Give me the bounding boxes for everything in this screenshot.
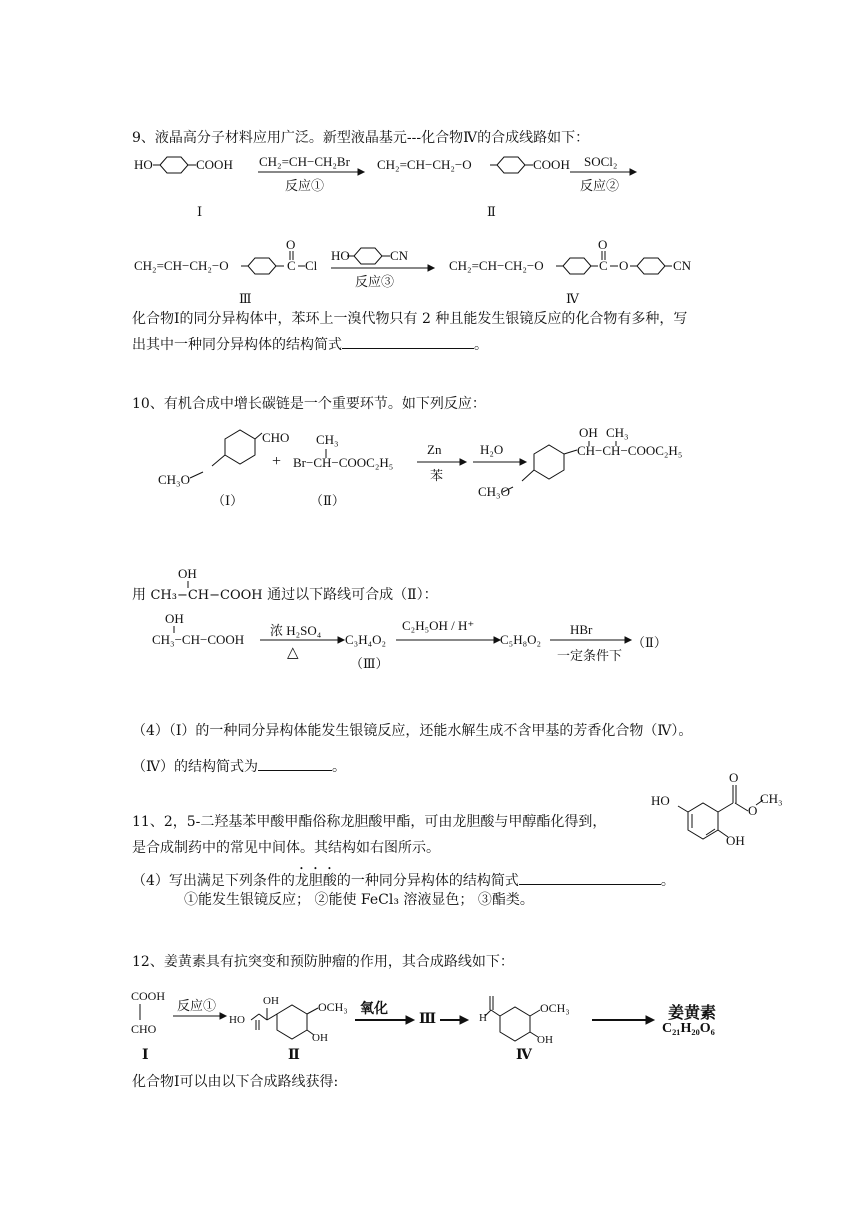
q11-line1: 11、2，5-二羟基苯甲酸甲酯俗称龙胆酸甲酯，可由龙胆酸与甲醇酯化得到， — [132, 814, 607, 830]
q9-reagent3-cn: CN — [390, 248, 409, 263]
q9-label-II: Ⅱ — [487, 204, 496, 219]
q12-II-ho: HO — [229, 1014, 245, 1026]
q10-benzene: 苯 — [430, 468, 444, 483]
q11-conditions: ①能发生银镜反应； ②能使 FeCl₃ 溶液显色； ③酯类。 — [184, 892, 534, 908]
q9-answer-blank[interactable] — [342, 334, 474, 349]
q9-III-cl: Cl — [305, 258, 318, 273]
q10-reagent-hbr: HBr — [570, 622, 593, 637]
q10-reagent-etoh: C₂H₅OH / H⁺ — [402, 618, 475, 633]
q9-label-IV: Ⅳ — [566, 291, 579, 306]
q9-cond1: 反应① — [285, 178, 325, 193]
q9-label-I: Ⅰ — [197, 204, 203, 219]
q12-label-IV: Ⅳ — [516, 1048, 532, 1063]
q9-question-end: 。 — [474, 337, 488, 353]
q11-q4-end: 。 — [660, 873, 675, 889]
benzene-ring-q9-reagent3 — [354, 248, 382, 264]
q9-question-line2 — [132, 334, 488, 354]
q11-o-ester: O — [748, 803, 758, 818]
q9-prod-II-left: CH₂=CH−CH₂−O — [377, 157, 472, 172]
q9-cooh: COOH — [196, 157, 233, 172]
q12-label-III: Ⅲ — [419, 1012, 437, 1027]
q10-prod-ch3o: CH₃O — [478, 484, 510, 499]
q9-label-III: Ⅲ — [239, 291, 252, 306]
q12-I-cooh: COOH — [131, 989, 166, 1003]
q10-label-II: （Ⅱ） — [310, 493, 345, 508]
q10-h2o: H₂O — [480, 442, 504, 457]
q9-cond2: 反应② — [580, 178, 620, 193]
q10-c5h8o2: C₅H₈O₂ — [500, 632, 542, 647]
benzene-ring-q12-IV — [500, 1007, 530, 1041]
q10-heat: △ — [287, 645, 299, 661]
q12-intro: 12、姜黄素具有抗突变和预防肿瘤的作用，其合成路线如下： — [132, 954, 514, 970]
q9-cond3: 反应③ — [355, 274, 395, 289]
q10-intro: 10、有机合成中增长碳链是一个重要环节。如下列反应： — [132, 396, 486, 412]
q9-ho: HO — [134, 157, 153, 172]
q10-answer-blank[interactable] — [258, 756, 332, 771]
benzene-ring-q9-I — [160, 157, 188, 173]
q10-label-III: （Ⅲ） — [350, 656, 389, 671]
q10-target-II: （Ⅱ） — [632, 635, 667, 650]
q12-I-cho: CHO — [131, 1022, 157, 1036]
q10-use-prefix: 用 — [132, 587, 146, 603]
q10-II-chain: Br−CH−COOC₂H₅ — [293, 455, 394, 470]
q9-question-line1: 化合物Ⅰ的同分异构体中，苯环上一溴代物只有 2 种且能发生银镜反应的化合物有多种，写 — [132, 311, 688, 327]
q12-curcumin: 姜黄素 — [668, 1005, 717, 1022]
q10-q4-line2 — [132, 756, 346, 776]
q10-route-lactic: CH₃−CH−COOH — [152, 632, 245, 647]
q12-label-I: Ⅰ — [142, 1048, 149, 1063]
q11-q4 — [132, 865, 675, 890]
benzene-ring-q9-IV-a — [563, 258, 591, 274]
q9-question-text: 出其中一种同分异构体的结构简式 — [132, 337, 342, 353]
q10-zn: Zn — [427, 442, 442, 457]
q9-III-o: O — [286, 237, 296, 252]
q9-prod-II-cooh: COOH — [533, 157, 570, 172]
q10-II-ch3: CH₃ — [316, 432, 339, 447]
q10-use-line — [132, 586, 438, 605]
q12-IV-och3: OCH₃ — [540, 1001, 570, 1015]
q10-label-I: （Ⅰ） — [212, 493, 244, 508]
q11-ho: HO — [651, 793, 670, 808]
q10-cond-hbr: 一定条件下 — [557, 648, 623, 663]
q12-footer: 化合物Ⅰ可以由以下合成路线获得: — [132, 1074, 339, 1090]
q12-curcumin-formula: C₂₁H₂₀O₆ — [662, 1021, 715, 1036]
q11-ch3: CH₃ — [760, 791, 783, 806]
q11-answer-blank[interactable] — [519, 870, 661, 885]
q11-o-top: O — [729, 770, 739, 785]
q9-IV-c: C — [599, 258, 608, 273]
q9-IV-cn: CN — [673, 258, 692, 273]
benzene-ring-q9-II — [497, 157, 525, 173]
q9-IV-o: O — [619, 258, 629, 273]
q10-c3h4o2: C₃H₄O₂ — [345, 632, 387, 647]
q9-reagent3-ho: HO — [331, 248, 350, 263]
benzene-ring-q9-IV-b — [637, 258, 665, 274]
q9-IV-o-top: O — [598, 237, 608, 252]
q9-intro: 9、液晶高分子材料应用广泛。新型液晶基元---化合物Ⅳ的合成线路如下： — [132, 130, 590, 146]
benzene-ring-q10-product — [534, 445, 564, 479]
benzene-ring-q12-II — [277, 1005, 307, 1039]
q11-q4-prefix: （4）写出满足下列条件的 — [132, 873, 295, 889]
q9-prod-IV-left: CH₂=CH−CH₂−O — [449, 258, 544, 273]
q12-II-oh-top: OH — [263, 995, 279, 1007]
q9-III-c: C — [287, 258, 296, 273]
q12-IV-oh: OH — [537, 1034, 553, 1046]
q10-use-oh: OH — [178, 566, 197, 581]
q10-q4-line1: （4）（Ⅰ）的一种同分异构体能发生银镜反应，还能水解生成不含甲基的芳香化合物（Ⅳ）。 — [132, 723, 693, 739]
q9-reagent1: CH₂=CH−CH₂Br — [259, 154, 350, 169]
q11-oh: OH — [726, 833, 745, 848]
q12-II-oh: OH — [312, 1032, 328, 1044]
q10-prod-chain: CH−CH−COOC₂H₅ — [577, 443, 683, 458]
q10-plus: + — [272, 453, 282, 470]
q12-oxidation: 氧化 — [360, 1002, 388, 1017]
q10-ch3o: CH₃O — [158, 472, 190, 487]
q10-prod-oh: OH — [579, 425, 598, 440]
q10-use-suffix: 通过以下路线可合成（Ⅱ）： — [267, 587, 438, 603]
q11-line2: 是合成制药中的常见中间体。其结构如右图所示。 — [132, 840, 440, 856]
q11-q4-emph: 龙胆酸 — [294, 873, 337, 889]
q10-q4-text: （Ⅳ）的结构简式为 — [132, 759, 258, 775]
q10-use-lactic: CH₃−CH−COOH — [150, 588, 263, 603]
q10-cho: CHO — [262, 430, 290, 445]
q9-prod-III-left: CH₂=CH−CH₂−O — [134, 258, 229, 273]
q10-reagent-h2so4: 浓 H₂SO₄ — [270, 623, 322, 638]
q11-q4-suffix: 的一种同分异构体的结构简式 — [336, 873, 519, 889]
q9-reagent2: SOCl₂ — [584, 154, 618, 169]
q12-IV-h: H — [479, 1012, 487, 1024]
benzene-ring-q9-III — [248, 258, 276, 274]
q10-q4-end: 。 — [332, 759, 346, 775]
q12-cond1: 反应① — [177, 998, 217, 1013]
q10-prod-ch3: CH₃ — [606, 425, 629, 440]
q10-route-oh: OH — [165, 611, 184, 626]
q12-label-II: Ⅱ — [288, 1048, 300, 1063]
benzene-ring-q10-I — [225, 430, 255, 464]
q12-II-och3: OCH₃ — [318, 1000, 348, 1014]
